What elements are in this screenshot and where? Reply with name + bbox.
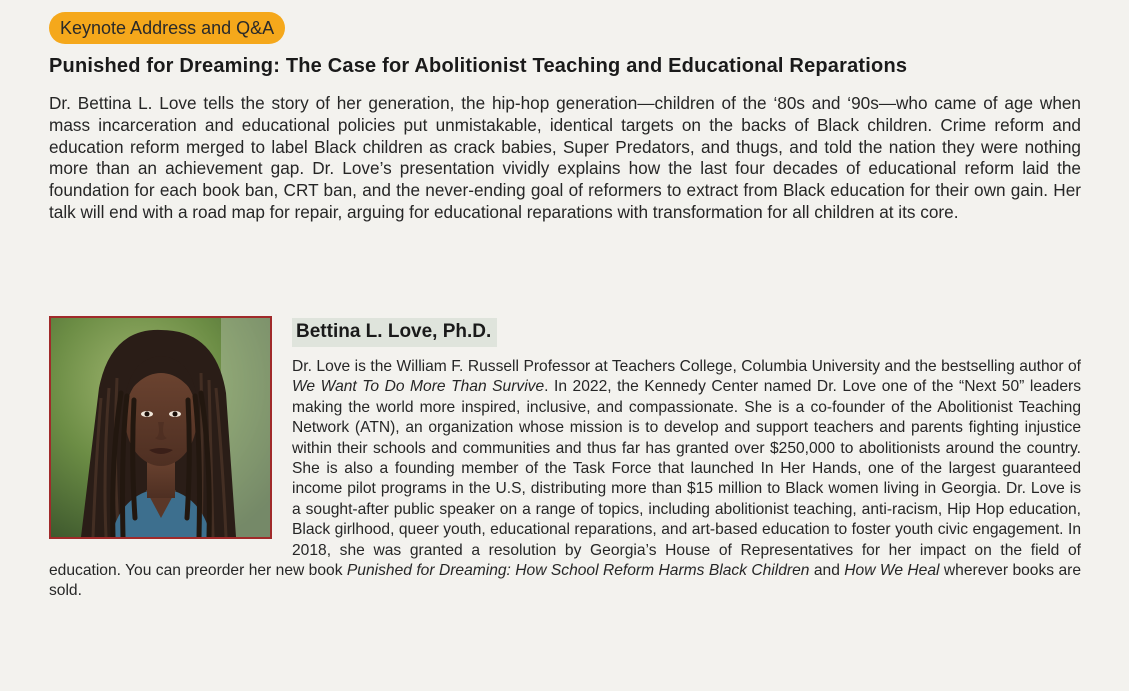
session-type-badge: Keynote Address and Q&A — [49, 12, 285, 44]
session-description: Dr. Bettina L. Love tells the story of her generation, the hip-hop generation—children of the ‘80s and ‘90s—who came of age when mass incarceration and educational policies put unmistakable, identical targets on the backs of Black children. Crime reform and education reform merged to label Black children as crack babies, Super Predators, and thugs, and told the nation they were nothing more than an achievement gap. Dr. Love’s presentation vividly explains how the last four decades of educational reform laid the foundation for each book ban, CRT ban, and the never-ending goal of reformers to extract from Black education for their own gain. Her talk will end with a road map for repair, arguing for educational reparations with transformation for all children at its core. — [49, 93, 1081, 222]
bio-text-part-4: wherever books are sold. — [49, 562, 1082, 600]
book-title-3: How We Heal — [844, 562, 940, 580]
speaker-name: Bettina L. Love, Ph.D. — [292, 318, 497, 347]
bio-text-part-1: Dr. Love is the William F. Russell Professor at Teachers College, Columbia University and the bestselling author of — [292, 358, 1081, 375]
bio-text-part-3: and — [809, 562, 845, 580]
speaker-bio — [49, 316, 1081, 602]
book-title-1: We Want To Do More Than Survive — [292, 378, 545, 396]
book-title-2: Punished for Dreaming: How School Reform Harms Black Children — [346, 562, 810, 580]
session-title: Punished for Dreaming: The Case for Abolitionist Teaching and Educational Reparations — [49, 55, 908, 77]
bio-text-part-2: . In 2022, the Kennedy Center named Dr. Love one of the “Next 50” leaders making the world more inspired, inclusive, and compassionate. She is a co-founder of the Abolitionist Teaching Network (ATN), an organization whose mission is to develop and support teachers and parents fighting injustice within their schools and communities and thus far has granted over $250,000 to abolitionists around the country. She is also a founding member of the Task Force that launched In Her Hands, one of the largest guaranteed income pilot programs in the U.S, distributing more than $15 million to Black women living in Georgia. Dr. Love is a sought-after public speaker on a range of topics, including abolitionist teaching, anti-racism, Hip Hop education, Black girlhood, queer youth, educational reparations, and art-based education to foster youth civic engagement. In 2018, she was granted a resolution by Georgia’s House of Representatives for her impact on the field of education. You can preorder her new book — [49, 378, 1081, 580]
speaker-photo — [49, 316, 272, 539]
